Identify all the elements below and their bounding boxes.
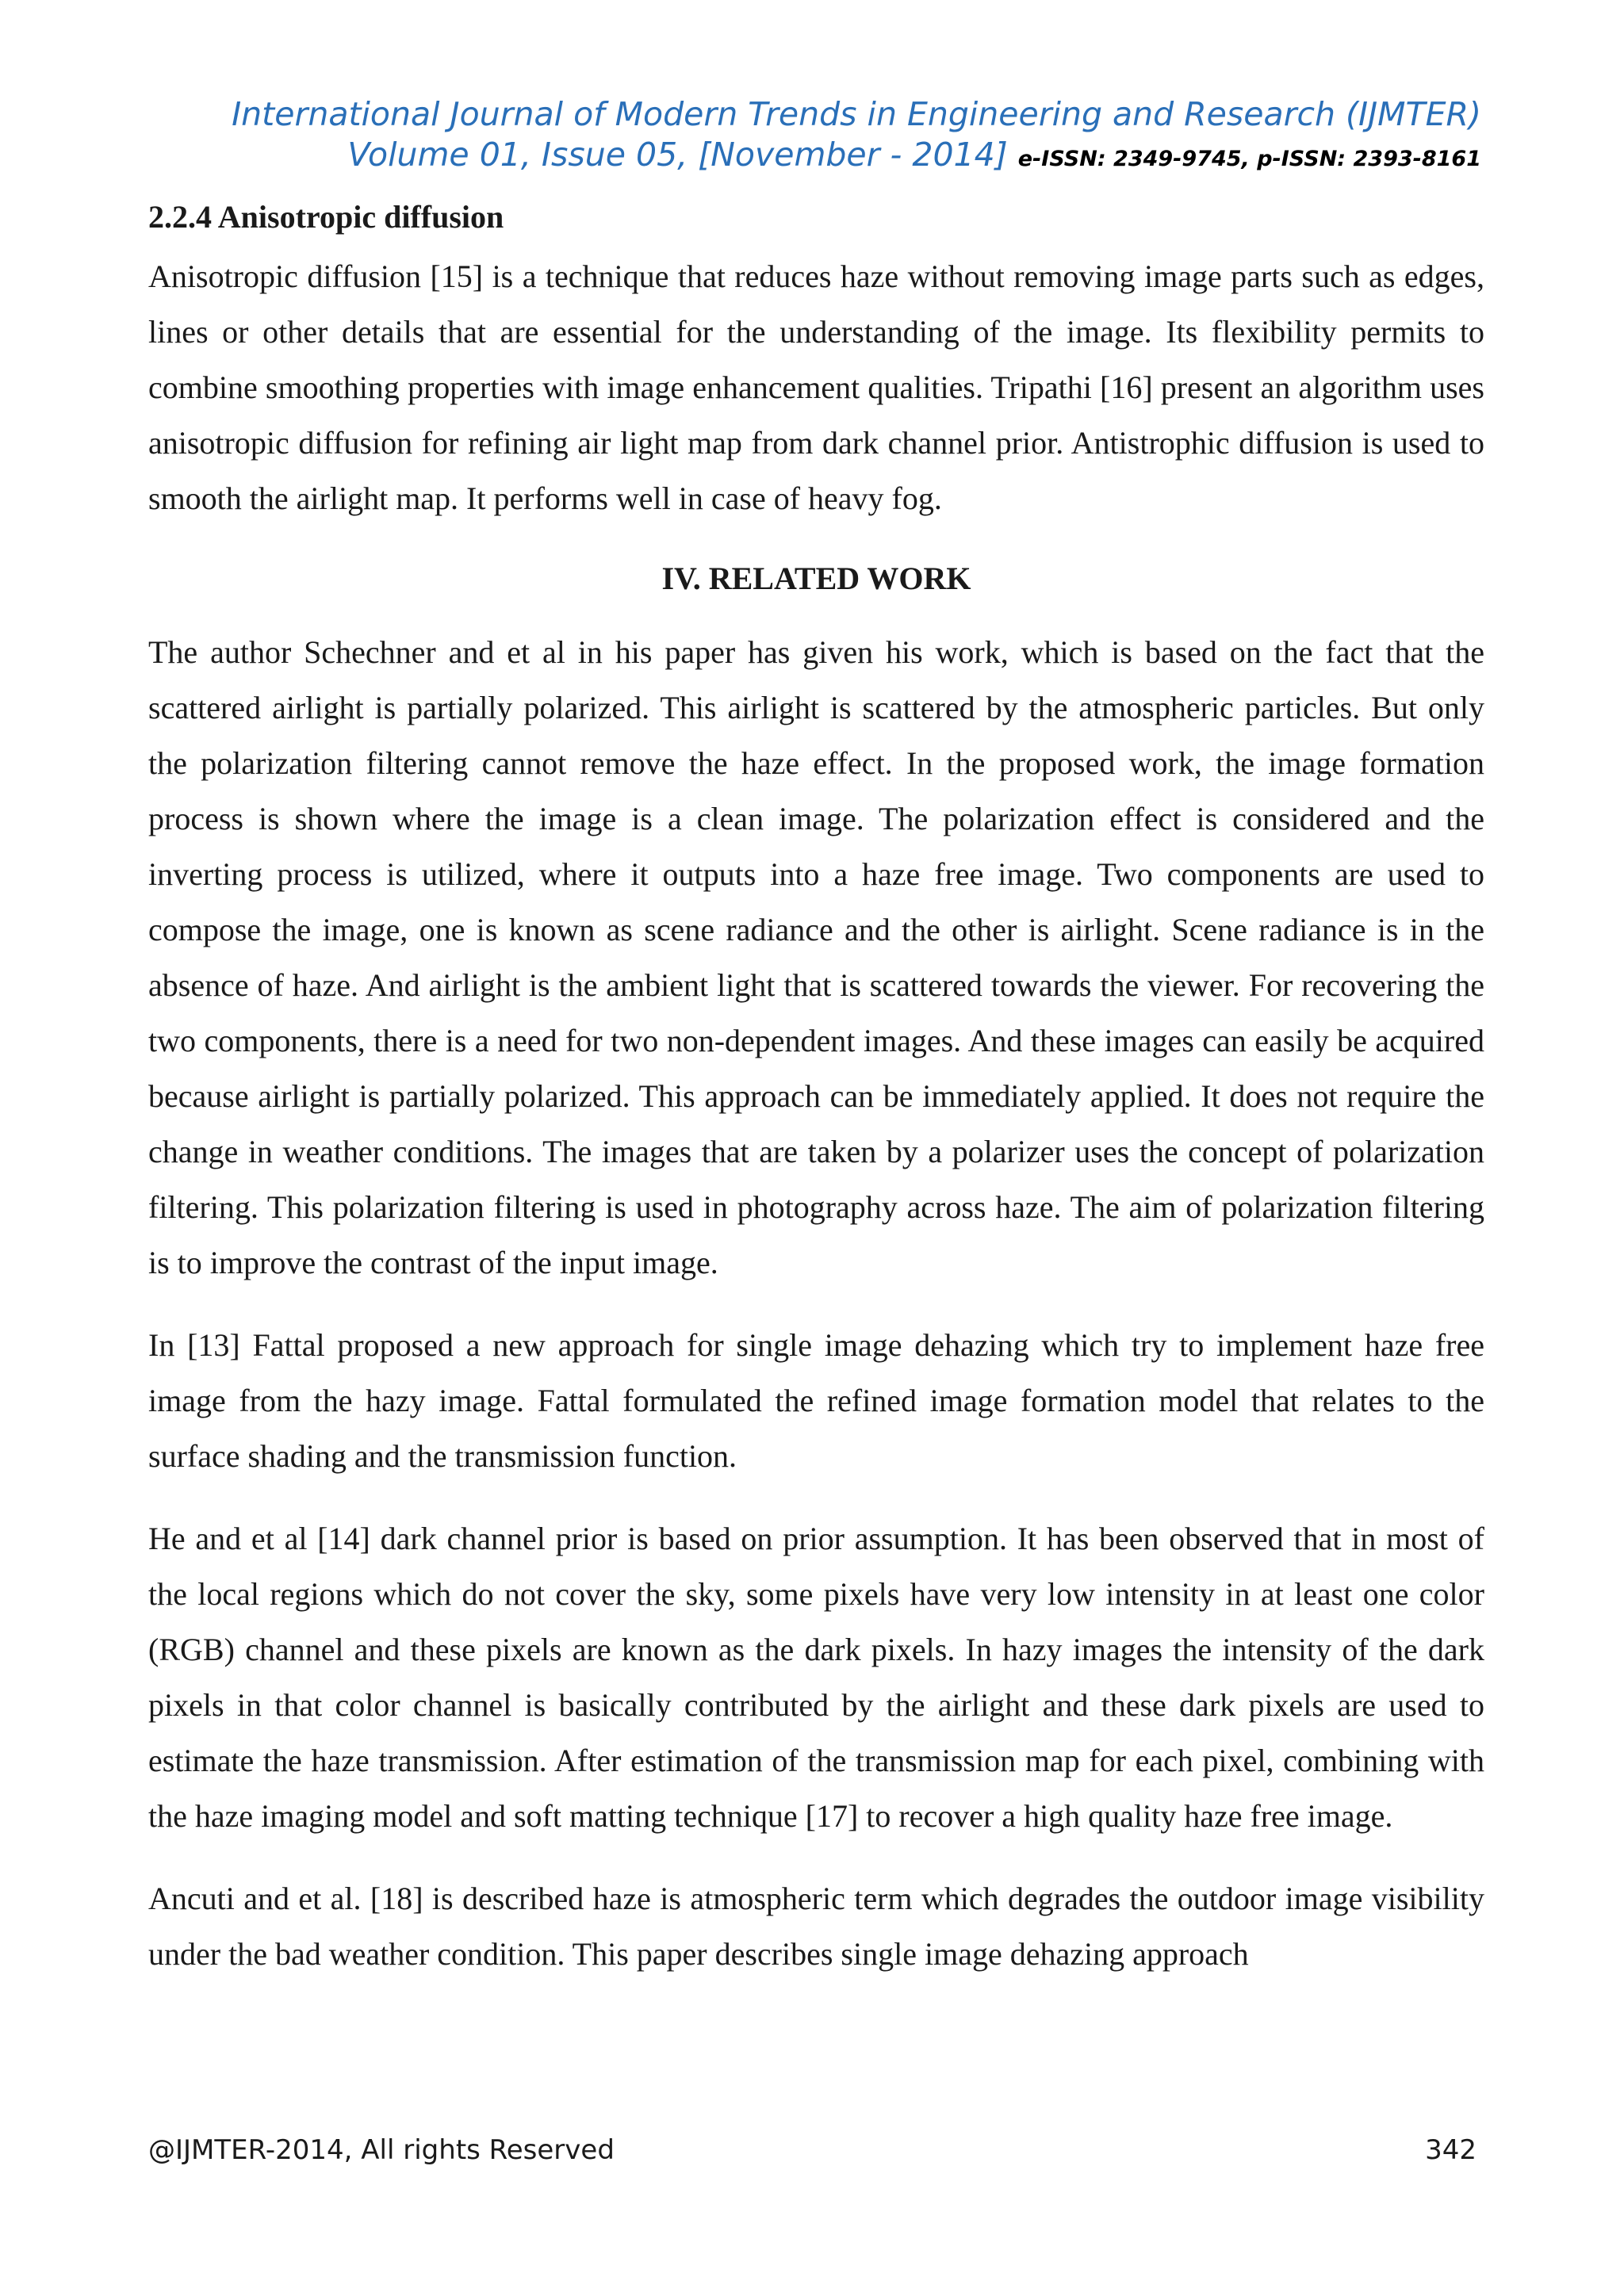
journal-volume-line	[143, 135, 1481, 179]
paragraph-anisotropic: Anisotropic diffusion [15] is a technique that reduces haze without removing image parts such as edges, lines or other details that are essential for the understanding of the image. Its flexibility permits to combine smoothing properties with image enhancement qualities. Tripathi [16] present an algorithm uses anisotropic diffusion for refining air light map from dark channel prior. Antistrophic diffusion is used to smooth the airlight map. It performs well in case of heavy fog.	[148, 258, 1484, 516]
paragraph-ancuti: Ancuti and et al. [18] is described haze is atmospheric term which degrades the outdoor image visibility under the bad weather condition. This paper describes single image dehazing approach	[148, 1881, 1484, 1972]
paragraph-he: He and et al [14] dark channel prior is based on prior assumption. It has been observed that in most of the local regions which do not cover the sky, some pixels have very low intensity in at least one color (RGB) channel and these pixels are known as the dark pixels. In hazy images the intensity of the dark pixels in that color channel is basically contributed by the airlight and these dark pixels are used to estimate the haze transmission. After estimation of the transmission map for each pixel, combining with the haze imaging model and soft matting technique [17] to recover a high quality haze free image.	[148, 1521, 1484, 1834]
subsection-heading: 2.2.4 Anisotropic diffusion	[148, 199, 504, 235]
paragraph-fattal: In [13] Fattal proposed a new approach for single image dehazing which try to implement haze free image from the hazy image. Fattal formulated the refined image formation model that relates to the surface shading and the transmission function.	[148, 1327, 1484, 1474]
page-footer	[148, 2134, 1477, 2166]
page-number: 342	[1425, 2134, 1477, 2166]
journal-issn: e-ISSN: 2349-9745, p-ISSN: 2393-8161	[1017, 147, 1481, 171]
journal-title: International Journal of Modern Trends in Engineering and Research (IJMTER)	[232, 95, 1481, 133]
section-title: IV. RELATED WORK	[661, 561, 971, 596]
journal-header	[143, 94, 1481, 179]
paragraph-schechner: The author Schechner and et al in his paper has given his work, which is based on the fact that the scattered airlight is partially polarized. This airlight is scattered by the atmospheric particles. But only the polarization filtering cannot remove the haze effect. In the proposed work, the image formation process is shown where the image is a clean image. The polarization effect is considered and the inverting process is utilized, where it outputs into a haze free image. Two components are used to compose the image, one is known as scene radiance and the other is airlight. Scene radiance is in the absence of haze. And airlight is the ambient light that is scattered towards the viewer. For recovering the two components, there is a need for two non-dependent images. And these images can easily be acquired because airlight is partially polarized. This approach can be immediately applied. It does not require the change in weather conditions. The images that are taken by a polarizer uses the concept of polarization filtering. This polarization filtering is used in photography across haze. The aim of polarization filtering is to improve the contrast of the input image.	[148, 634, 1484, 1280]
journal-volume: Volume 01, Issue 05, [November - 2014]	[347, 136, 1008, 174]
page-body	[148, 195, 1484, 2009]
copyright: @IJMTER-2014, All rights Reserved	[148, 2134, 615, 2166]
